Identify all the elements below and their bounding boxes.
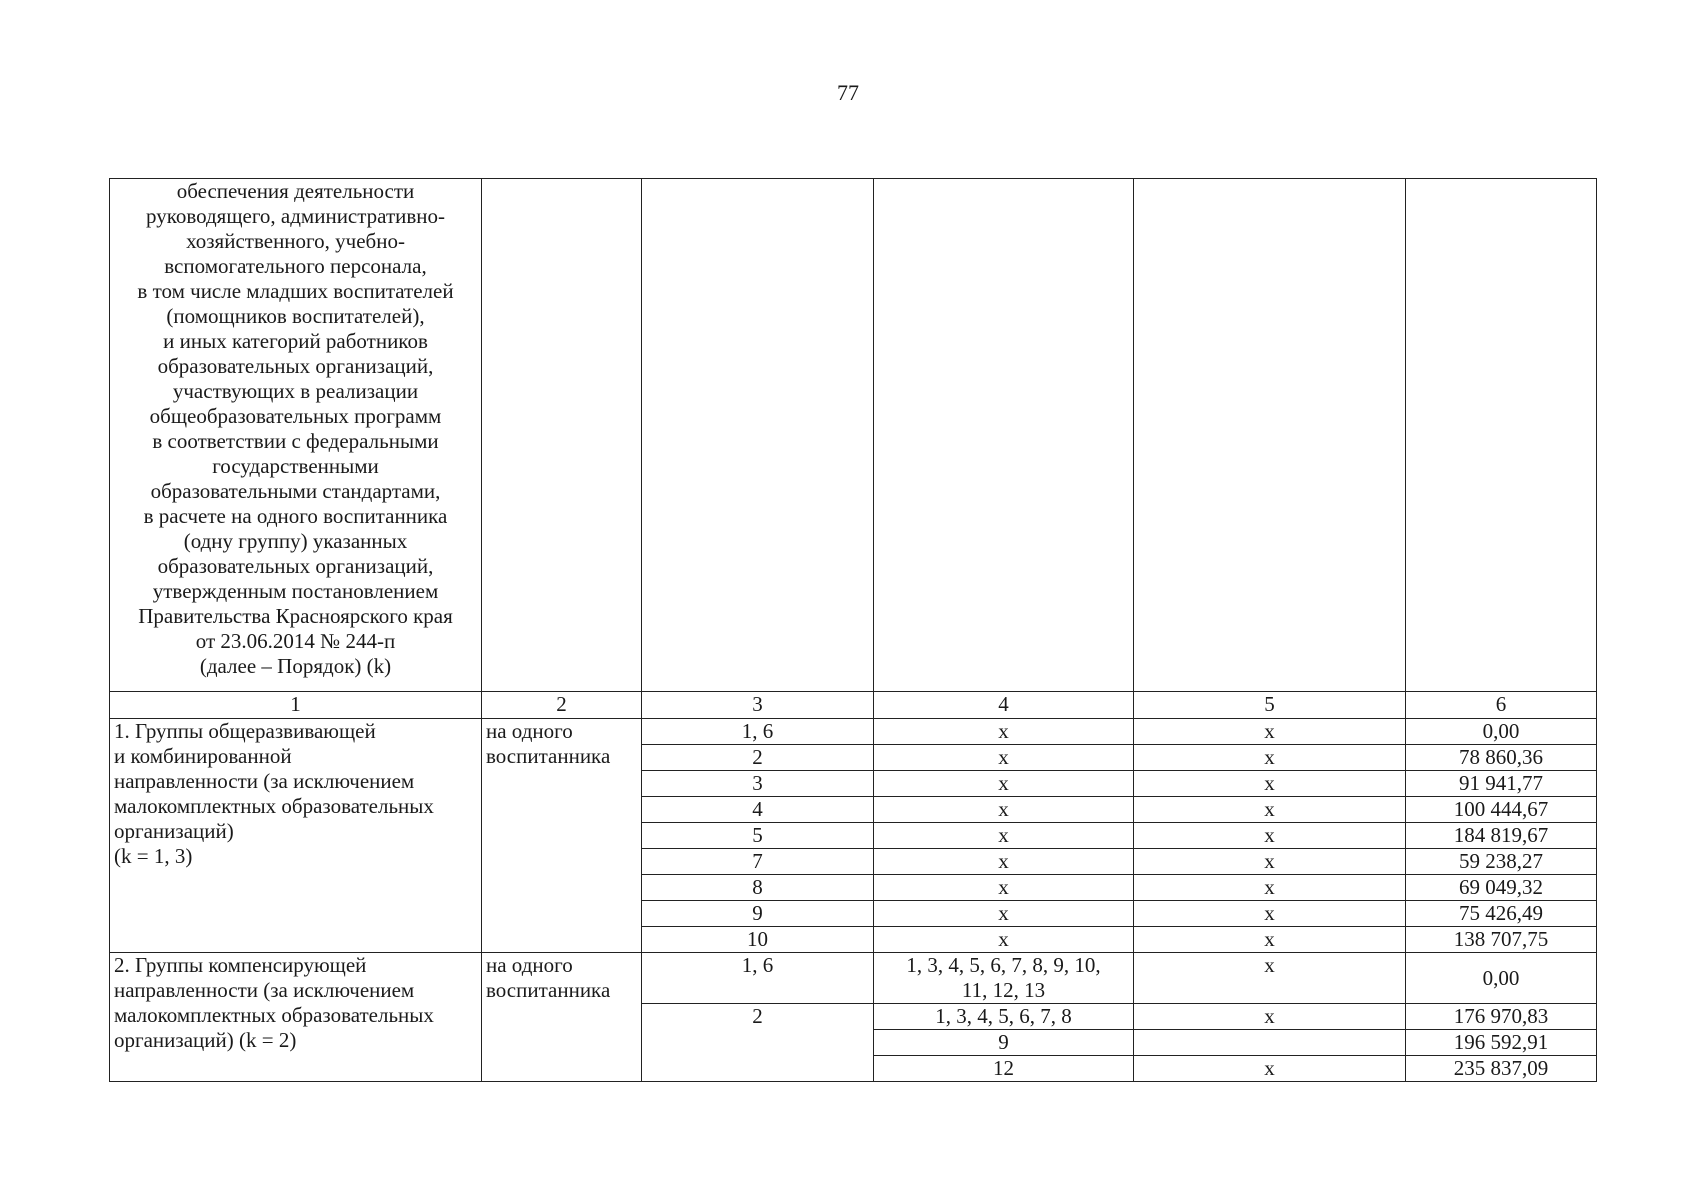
territory-cell: х <box>874 901 1134 927</box>
header-line: государственными <box>212 454 379 478</box>
subgroup-cell: х <box>1134 849 1406 875</box>
territory-cell: 9 <box>874 1030 1134 1056</box>
territory-cell <box>874 953 1134 1004</box>
header-cell-empty <box>482 179 642 692</box>
header-line: (помощников воспитателей), <box>166 304 425 328</box>
header-line: в том числе младших воспитателей <box>137 279 454 303</box>
subgroup-cell: х <box>1134 1004 1406 1030</box>
amount-cell: 78 860,36 <box>1406 745 1597 771</box>
territory-cell: х <box>874 797 1134 823</box>
column-number: 6 <box>1406 692 1597 719</box>
territory-cell: 1, 3, 4, 5, 6, 7, 8 <box>874 1004 1134 1030</box>
subgroup-cell: х <box>1134 875 1406 901</box>
group-code-cell: 2 <box>642 745 874 771</box>
header-cell-empty <box>642 179 874 692</box>
header-line: руководящего, административно- <box>145 204 446 228</box>
header-line: хозяйственного, учебно- <box>186 229 405 253</box>
header-line: (одну группу) указанных <box>183 529 408 553</box>
subgroup-cell <box>1134 1030 1406 1056</box>
group-code-cell: 2 <box>642 1004 874 1082</box>
page-number: 77 <box>837 80 859 105</box>
column-number: 2 <box>482 692 642 719</box>
group2-name-line: 2. Группы компенсирующей <box>114 953 367 977</box>
territory-line: 1, 3, 4, 5, 6, 7, 8, 9, 10, <box>906 953 1101 977</box>
subgroup-cell: х <box>1134 823 1406 849</box>
territory-cell: х <box>874 849 1134 875</box>
amount-cell: 0,00 <box>1406 953 1597 1004</box>
column-number: 4 <box>874 692 1134 719</box>
territory-cell: х <box>874 745 1134 771</box>
group-code-cell: 9 <box>642 901 874 927</box>
column-number-row <box>110 692 1597 719</box>
header-line: в соответствии с федеральными <box>152 429 439 453</box>
column-number: 1 <box>110 692 482 719</box>
header-line: общеобразовательных программ <box>149 404 442 428</box>
territory-cell: х <box>874 719 1134 745</box>
territory-line: 11, 12, 13 <box>961 978 1046 1002</box>
group2-name-line: направленности (за исключением <box>114 978 415 1002</box>
header-cell-empty <box>1134 179 1406 692</box>
group2-name-line: организаций) (k = 2) <box>114 1028 297 1052</box>
amount-cell: 100 444,67 <box>1406 797 1597 823</box>
group2-unit-cell <box>482 953 642 1082</box>
amount-cell: 235 837,09 <box>1406 1056 1597 1082</box>
amount-cell: 196 592,91 <box>1406 1030 1597 1056</box>
group1-name-line: направленности (за исключением <box>114 769 415 793</box>
unit-line: на одного <box>486 953 573 977</box>
group-code-cell: 4 <box>642 797 874 823</box>
column-number: 5 <box>1134 692 1406 719</box>
group-code-cell: 8 <box>642 875 874 901</box>
group2-name-cell <box>110 953 482 1082</box>
table-row <box>110 719 1597 745</box>
header-line: и иных категорий работников <box>163 329 428 353</box>
unit-line: на одного <box>486 719 573 743</box>
header-line: Правительства Красноярского края <box>138 604 453 628</box>
subgroup-cell: х <box>1134 745 1406 771</box>
subgroup-cell: х <box>1134 953 1406 1004</box>
territory-cell: х <box>874 771 1134 797</box>
header-cell-empty <box>1406 179 1597 692</box>
group1-name-line: (k = 1, 3) <box>114 844 193 868</box>
group1-unit-cell <box>482 719 642 953</box>
table-row <box>110 953 1597 1004</box>
header-line: в расчете на одного воспитанника <box>143 504 448 528</box>
header-line: от 23.06.2014 № 244-п <box>195 629 396 653</box>
header-description-cell <box>110 179 482 692</box>
group1-name-cell <box>110 719 482 953</box>
column-number: 3 <box>642 692 874 719</box>
amount-cell: 184 819,67 <box>1406 823 1597 849</box>
group-code-cell: 1, 6 <box>642 719 874 745</box>
territory-cell: 12 <box>874 1056 1134 1082</box>
amount-cell: 75 426,49 <box>1406 901 1597 927</box>
allocation-table <box>109 178 1597 1082</box>
header-line: образовательных организаций, <box>157 554 434 578</box>
group-code-cell: 10 <box>642 927 874 953</box>
subgroup-cell: х <box>1134 927 1406 953</box>
header-line: утвержденным постановлением <box>152 579 439 603</box>
amount-cell: 59 238,27 <box>1406 849 1597 875</box>
header-line: образовательных организаций, <box>157 354 434 378</box>
group1-name-line: и комбинированной <box>114 744 292 768</box>
header-line: вспомогательного персонала, <box>164 254 427 278</box>
amount-cell: 176 970,83 <box>1406 1004 1597 1030</box>
group1-name-line: 1. Группы общеразвивающей <box>114 719 376 743</box>
group-code-cell: 5 <box>642 823 874 849</box>
header-line: участвующих в реализации <box>172 379 419 403</box>
header-continuation-row <box>110 179 1597 692</box>
amount-cell: 91 941,77 <box>1406 771 1597 797</box>
group-code-cell: 7 <box>642 849 874 875</box>
group1-name-line: организаций) <box>114 819 234 843</box>
territory-cell: х <box>874 875 1134 901</box>
header-line: образовательными стандартами, <box>150 479 441 503</box>
subgroup-cell: х <box>1134 1056 1406 1082</box>
header-cell-empty <box>874 179 1134 692</box>
amount-cell: 138 707,75 <box>1406 927 1597 953</box>
subgroup-cell: х <box>1134 797 1406 823</box>
group-code-cell: 3 <box>642 771 874 797</box>
group-code-cell: 1, 6 <box>642 953 874 1004</box>
subgroup-cell: х <box>1134 719 1406 745</box>
header-line: (далее – Порядок) (k) <box>199 654 392 678</box>
header-line: обеспечения деятельности <box>176 179 415 203</box>
amount-cell: 69 049,32 <box>1406 875 1597 901</box>
amount-cell: 0,00 <box>1406 719 1597 745</box>
territory-cell: х <box>874 823 1134 849</box>
unit-line: воспитанника <box>486 978 611 1002</box>
group1-name-line: малокомплектных образовательных <box>114 794 434 818</box>
group2-name-line: малокомплектных образовательных <box>114 1003 434 1027</box>
unit-line: воспитанника <box>486 744 611 768</box>
subgroup-cell: х <box>1134 901 1406 927</box>
subgroup-cell: х <box>1134 771 1406 797</box>
territory-cell: х <box>874 927 1134 953</box>
